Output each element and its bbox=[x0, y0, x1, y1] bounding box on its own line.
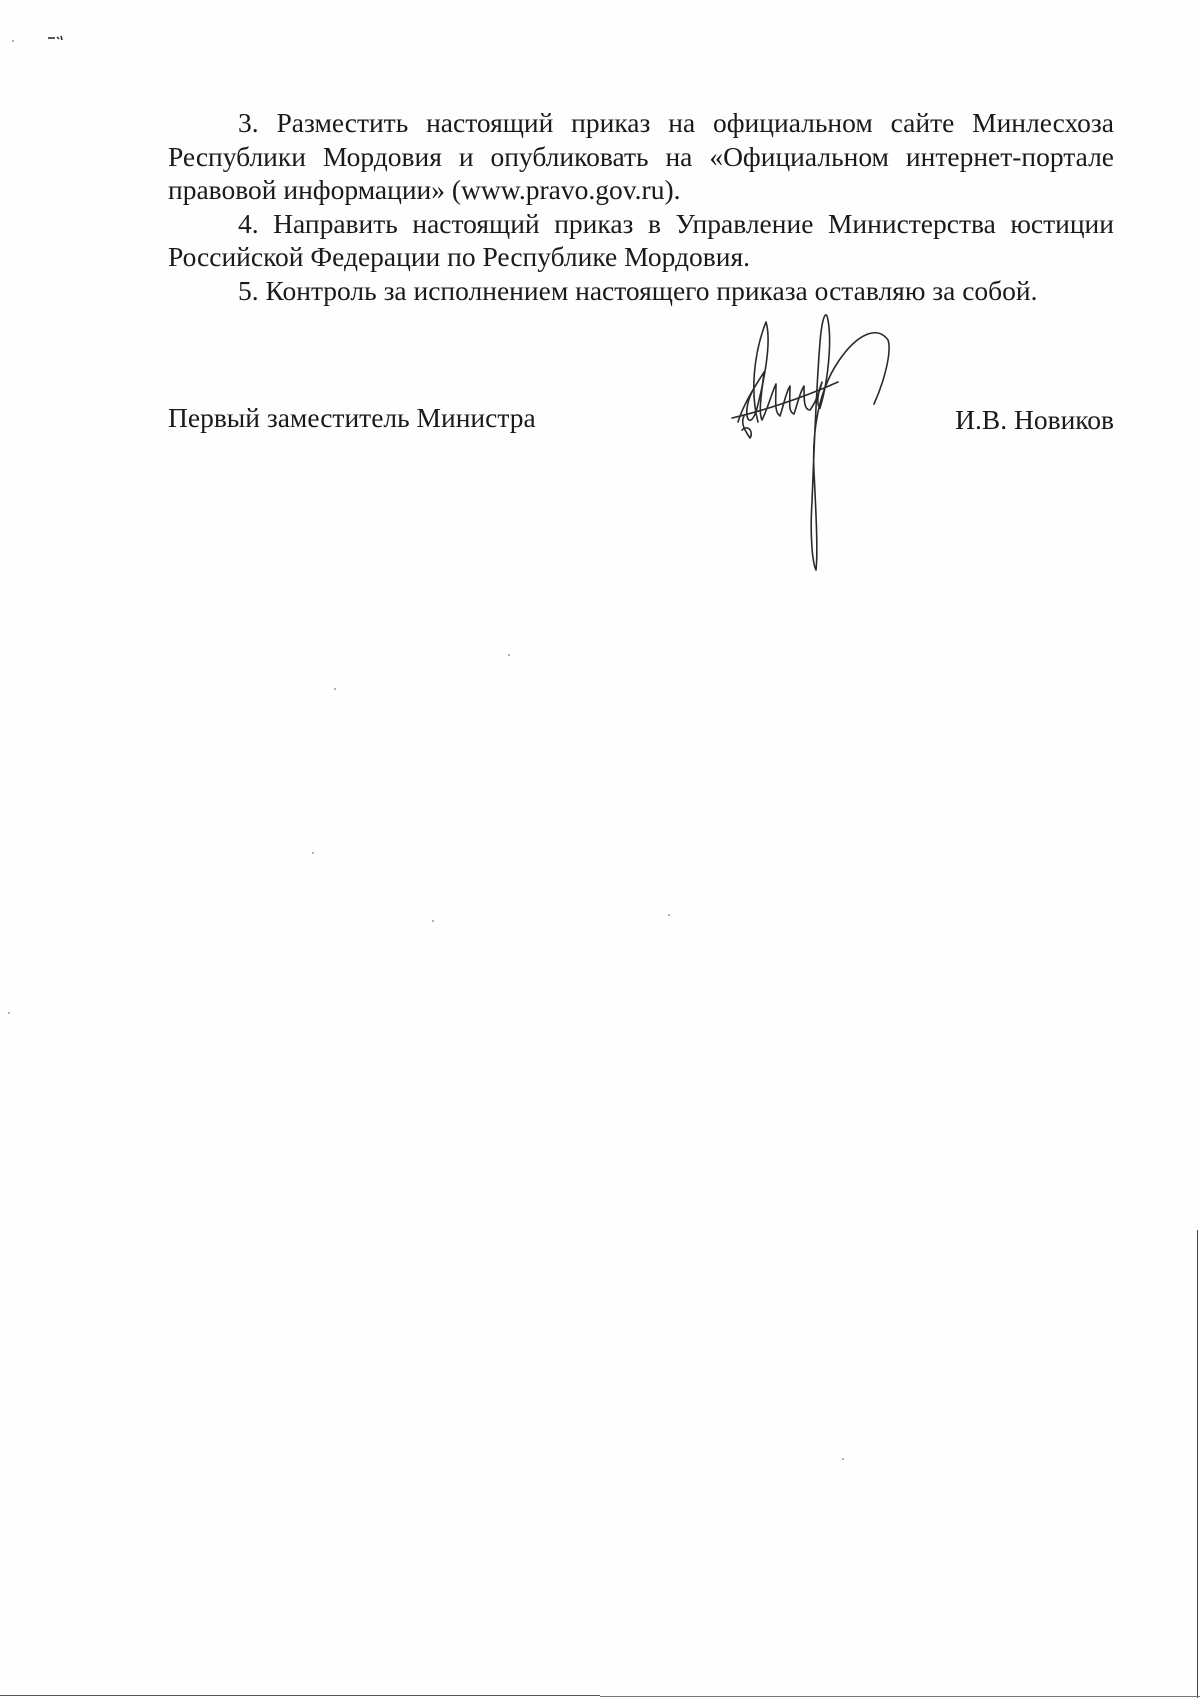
scan-speck bbox=[312, 852, 314, 854]
scan-edge-line bbox=[1197, 1230, 1198, 1698]
scan-edge-line bbox=[0, 1695, 600, 1696]
scan-speck bbox=[508, 654, 510, 656]
signatory-position-title: Первый заместитель Министра bbox=[168, 402, 536, 433]
paragraph-item-3: 3. Разместить настоящий приказ на официальном сайте Минлесхоза Республики Мордовия и опубликовать на «Официальном интернет-портале правовой информации» (www.pravo.gov.ru). bbox=[168, 107, 1114, 205]
scan-speck bbox=[668, 914, 670, 916]
paragraph-item-4: 4. Направить настоящий приказ в Управление Министерства юстиции Российской Федерации по Республике Мордовия. bbox=[168, 207, 1114, 272]
scan-speck bbox=[334, 688, 336, 690]
document-body bbox=[168, 106, 1114, 307]
scan-speck bbox=[12, 40, 14, 42]
handwritten-signature bbox=[728, 312, 908, 572]
scan-speck bbox=[8, 1012, 10, 1014]
scan-speck bbox=[842, 1458, 844, 1460]
signatory-name: И.В. Новиков bbox=[955, 404, 1114, 435]
paragraph-item-5: 5. Контроль за исполнением настоящего приказа оставляю за собой. bbox=[238, 274, 1038, 306]
scan-artifact-mark bbox=[46, 34, 70, 42]
scan-edge-line bbox=[600, 1696, 1200, 1697]
scan-speck bbox=[432, 920, 434, 922]
